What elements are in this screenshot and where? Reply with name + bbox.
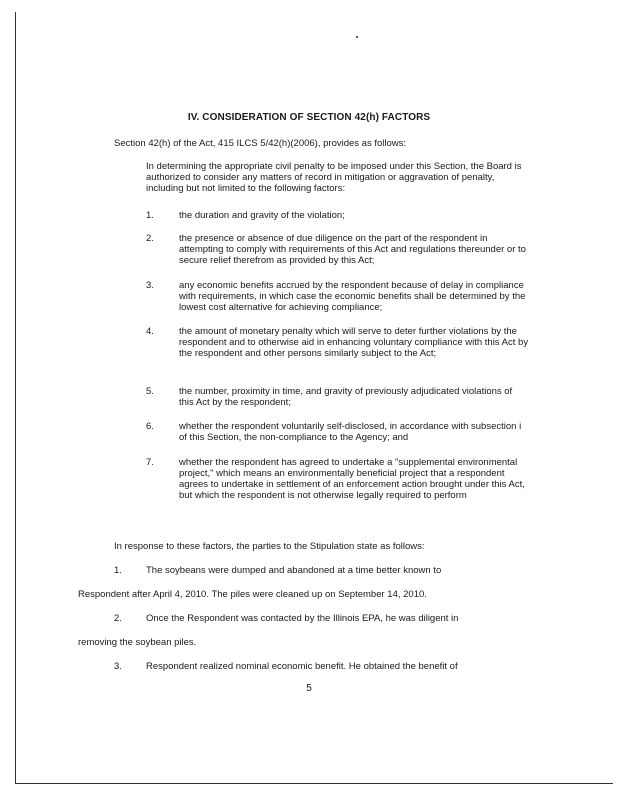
factor-number: 1.: [146, 210, 154, 221]
factor-text: the amount of monetary penalty which will serve to deter further violations by the respondent and to otherwise aid in enhancing voluntary compliance with this Act by the respondent and other persons similarly subject to the Act;: [179, 326, 529, 359]
factor-text: the presence or absence of due diligence on the part of the respondent in attempting to comply with requirements of this Act and regulations thereunder or to secure relief therefrom as provided by this Act;: [179, 233, 526, 266]
response-number: 2.: [114, 613, 122, 624]
factor-text: any economic benefits accrued by the respondent because of delay in compliance with requirements, in which case the economic benefits shall be determined by the lowest cost alternative for achieving compliance;: [179, 280, 526, 313]
page-number: 5: [306, 683, 312, 694]
factor-text: the number, proximity in time, and gravity of previously adjudicated violations of this Act by the respondent;: [179, 386, 513, 408]
factor-number: 5.: [146, 386, 154, 397]
factor-text: whether the respondent voluntarily self-disclosed, in accordance with subsection i of this Section, the non-compliance to the Agency; and: [179, 421, 522, 443]
factor-number: 3.: [146, 280, 154, 291]
factor-text: the duration and gravity of the violation;: [179, 210, 345, 221]
response-number: 1.: [114, 565, 122, 576]
response-number: 3.: [114, 661, 122, 672]
response-line: removing the soybean piles.: [78, 637, 197, 648]
factor-number: 6.: [146, 421, 154, 432]
response-line: Respondent realized nominal economic benefit. He obtained the benefit of: [146, 661, 458, 672]
factor-text: whether the respondent has agreed to undertake a "supplemental environmental project," which means an environmentally beneficial project that a respondent agrees to undertake in settlement of an enforcement action brought under this Act, but which the respondent is not otherwise legally required to perform: [179, 457, 525, 501]
factor-number: 7.: [146, 457, 154, 468]
response-line: Respondent after April 4, 2010. The piles were cleaned up on September 14, 2010.: [78, 589, 427, 600]
factor-number: 2.: [146, 233, 154, 244]
section-heading: IV. CONSIDERATION OF SECTION 42(h) FACTORS: [187, 112, 431, 123]
page-left-border: [15, 12, 16, 784]
response-line: Once the Respondent was contacted by the Illinois EPA, he was diligent in: [146, 613, 459, 624]
response-line: The soybeans were dumped and abandoned at a time better known to: [146, 565, 442, 576]
factor-number: 4.: [146, 326, 154, 337]
page-bottom-border: [15, 783, 613, 784]
intro-line: Section 42(h) of the Act, 415 ILCS 5/42(h)(2006), provides as follows:: [114, 138, 407, 149]
response-intro: In response to these factors, the parties to the Stipulation state as follows:: [114, 541, 425, 552]
scan-speck: [356, 36, 358, 38]
statute-quote: In determining the appropriate civil penalty to be imposed under this Section, the Board is authorized to consider any matters of record in mitigation or aggravation of penalty, including but not limited to the following factors:: [146, 161, 522, 194]
